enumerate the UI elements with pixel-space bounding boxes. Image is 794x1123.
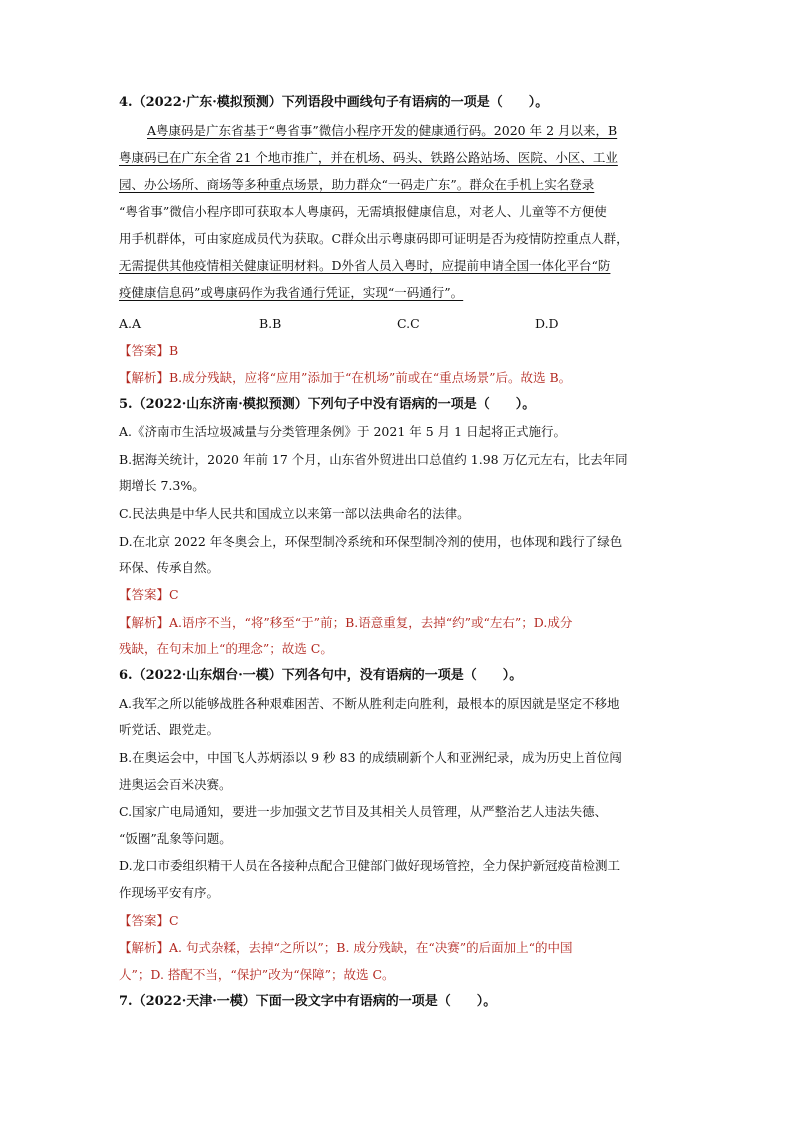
answer-label: 【答案】C bbox=[119, 913, 179, 928]
analysis-text: 【解析】A. 句式杂糅，去掉“之所以”；B. 成分残缺，在“决赛”的后面加上“的中国 bbox=[119, 940, 573, 955]
question-7-stem: 7.（2022·天津·一模）下面一段文字中有语病的一项是（ ）。 bbox=[119, 994, 497, 1009]
passage-line: 疫健康信息码”或粤康码作为我省通行凭证，实现“一码通行”。 bbox=[119, 285, 464, 300]
option-line: C.民法典是中华人民共和国成立以来第一部以法典命名的法律。 bbox=[119, 506, 470, 521]
option-line: D.龙口市委组织精干人员在各接种点配合卫健部门做好现场管控，全力保护新冠疫苗检测工 bbox=[119, 858, 621, 873]
option-line: A.我军之所以能够战胜各种艰难困苦、不断从胜利走向胜利，最根本的原因就是坚定不移地 bbox=[119, 696, 620, 711]
passage-line: 粤康码已在广东全省 21 个地市推广，并在机场、码头、铁路公路站场、医院、小区、工业 bbox=[119, 150, 618, 165]
passage-line: 用手机群体，可由家庭成员代为获取。C群众出示粤康码即可证明是否为疫情防控重点人群， bbox=[119, 231, 629, 246]
option-line: A.《济南市生活垃圾减量与分类管理条例》于 2021 年 5 月 1 日起将正式施行。 bbox=[119, 424, 567, 439]
answer-label: 【答案】C bbox=[119, 587, 179, 602]
option-line: 进奥运会百米决赛。 bbox=[119, 777, 232, 792]
analysis-text: 【解析】B.成分残缺，应将“应用”添加于“在机场”前或在“重点场景”后。故选 B。 bbox=[119, 370, 572, 385]
option-c: C.C bbox=[397, 316, 420, 331]
option-line: 环保、传承自然。 bbox=[119, 560, 220, 575]
answer-label: 【答案】B bbox=[119, 343, 179, 358]
option-line: D.在北京 2022 年冬奥会上，环保型制冷系统和环保型制冷剂的使用，也体现和践行了绿色 bbox=[119, 534, 623, 549]
option-d: D.D bbox=[535, 316, 559, 331]
option-line: B.在奥运会中，中国飞人苏炳添以 9 秒 83 的成绩刷新个人和亚洲纪录，成为历史上首位闯 bbox=[119, 750, 622, 765]
option-line: B.据海关统计，2020 年前 17 个月，山东省外贸进出口总值约 1.98 万亿元左右，比去年同 bbox=[119, 452, 628, 467]
passage-line: 无需提供其他疫情相关健康证明材料。D外省人员入粤时，应提前申请全国一体化平台“防 bbox=[119, 258, 611, 273]
analysis-text: 人”；D. 搭配不当，“保护”改为“保障”；故选 C。 bbox=[119, 967, 395, 982]
option-line: 作现场平安有序。 bbox=[119, 885, 220, 900]
option-b: B.B bbox=[259, 316, 282, 331]
question-6-stem: 6.（2022·山东烟台·一模）下列各句中，没有语病的一项是（ ）。 bbox=[119, 668, 523, 683]
passage-line: A粤康码是广东省基于“粤省事”微信小程序开发的健康通行码。2020 年 2 月以来，B bbox=[147, 123, 618, 138]
passage-line: 园、办公场所、商场等多种重点场景，助力群众“一码走广东”。群众在手机上实名登录 bbox=[119, 177, 595, 192]
option-line: “饭圈”乱象等问题。 bbox=[119, 831, 232, 846]
option-line: 期增长 7.3%。 bbox=[119, 478, 205, 493]
option-line: 听党话、跟党走。 bbox=[119, 722, 220, 737]
question-4-stem: 4.（2022·广东·模拟预测）下列语段中画线句子有语病的一项是（ ）。 bbox=[119, 95, 549, 110]
passage-line: “粤省事”微信小程序即可获取本人粤康码，无需填报健康信息，对老人、儿童等不方便使 bbox=[119, 204, 607, 219]
option-a: A.A bbox=[119, 316, 142, 331]
option-line: C.国家广电局通知，要进一步加强文艺节目及其相关人员管理，从严整治艺人违法失德、 bbox=[119, 804, 608, 819]
question-5-stem: 5.（2022·山东济南·模拟预测）下列句子中没有语病的一项是（ ）。 bbox=[119, 397, 536, 412]
analysis-text: 残缺，在句末加上“的理念”；故选 C。 bbox=[119, 641, 333, 656]
analysis-text: 【解析】A.语序不当，“将”移至“于”前；B.语意重复，去掉“约”或“左右”；D.成分 bbox=[119, 615, 573, 630]
